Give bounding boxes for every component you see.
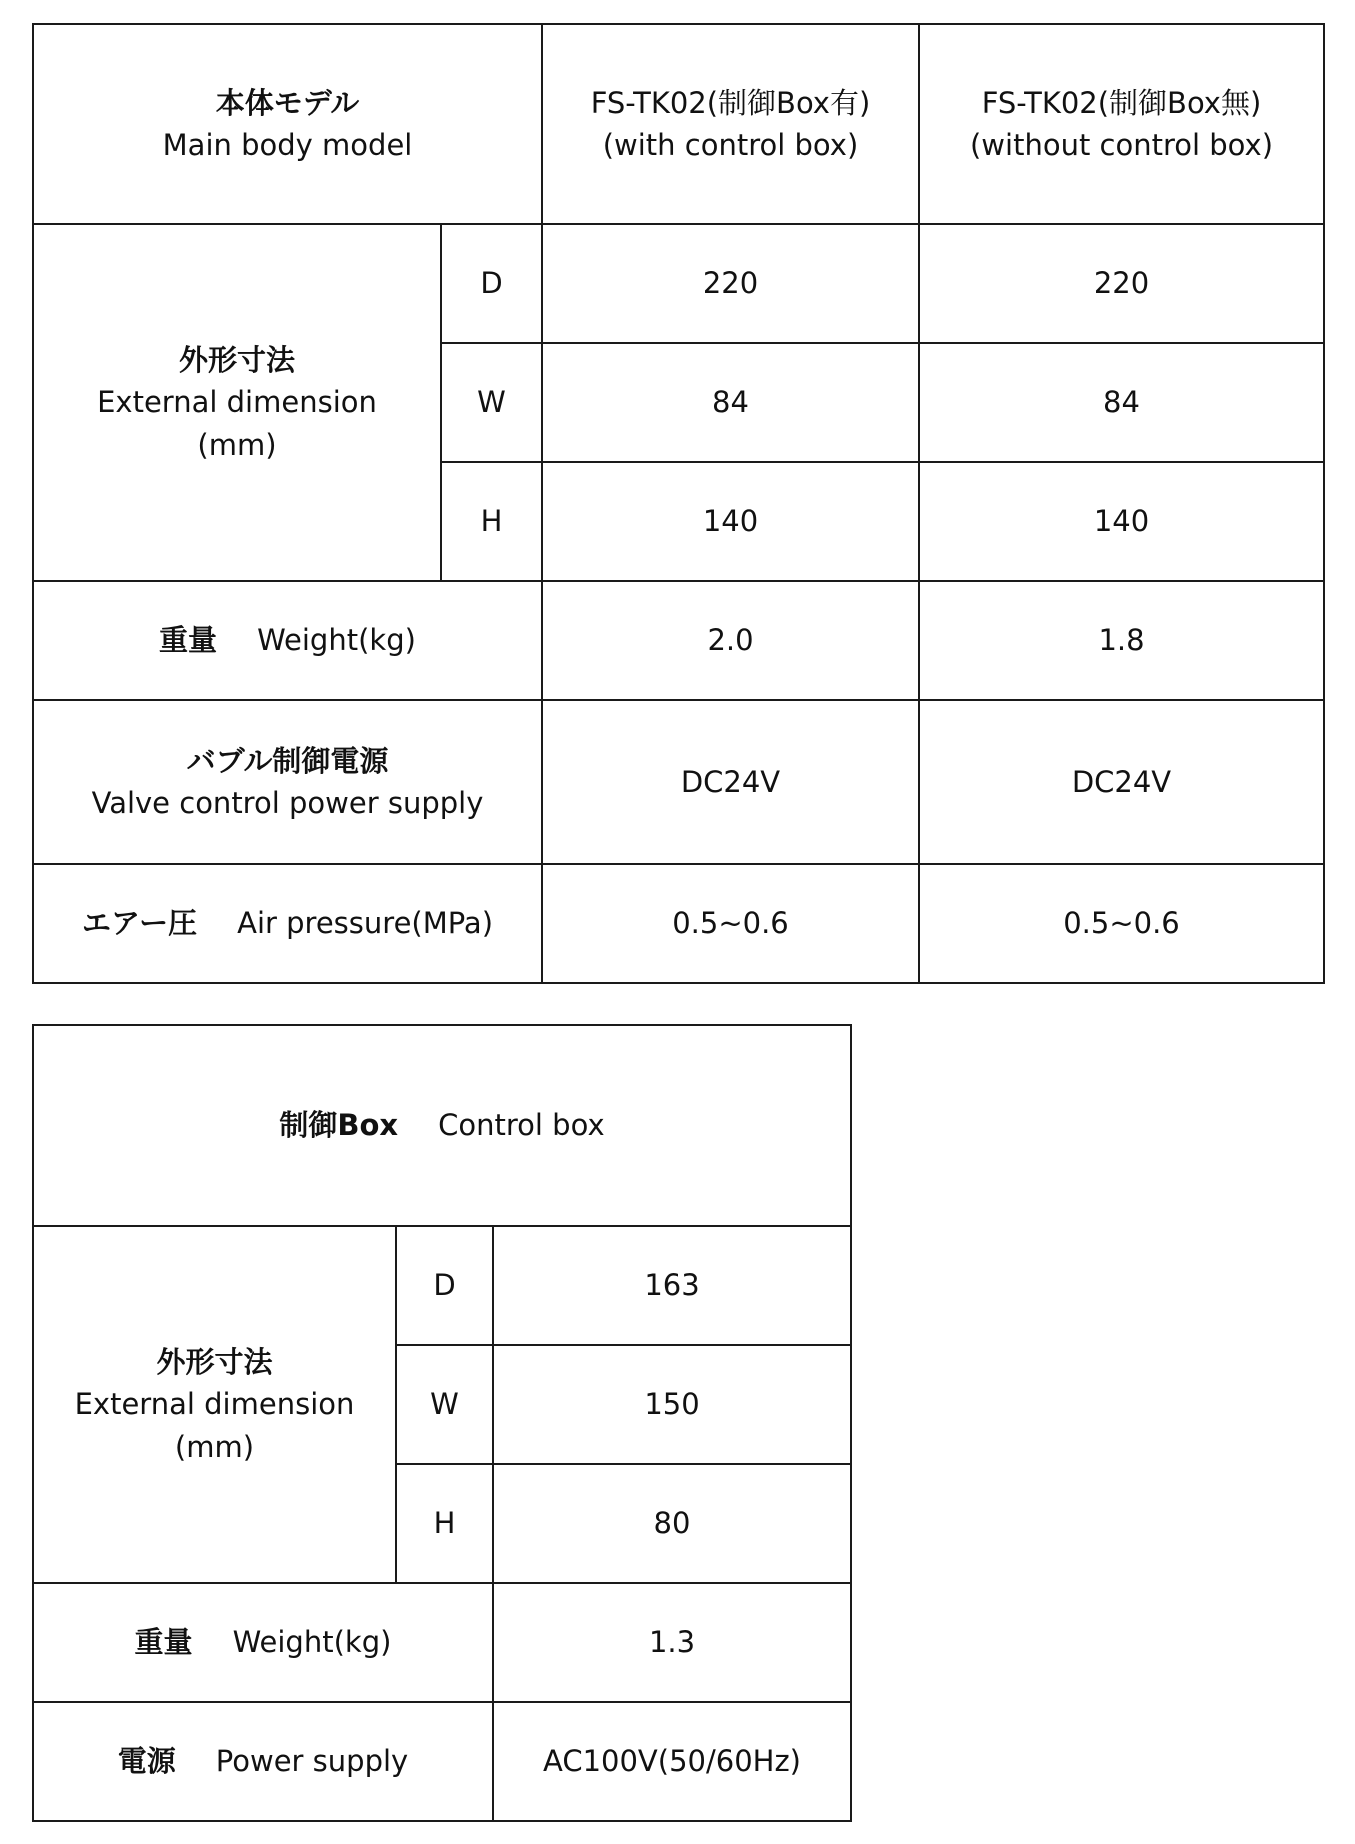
control-box-label-jp: 制御Box xyxy=(279,1108,399,1143)
weight-label-jp: 重量 xyxy=(159,623,218,658)
control-box-value: 80 xyxy=(493,1464,851,1583)
power-label-jp: 電源 xyxy=(117,1744,176,1779)
valve-power-row xyxy=(33,700,1324,864)
air-pressure-label-en: Air pressure(MPa) xyxy=(237,906,494,941)
control-box-spec-table xyxy=(32,1024,852,1822)
without-box-value: 1.8 xyxy=(919,581,1324,700)
without-box-header xyxy=(919,24,1324,224)
power-label-en: Power supply xyxy=(215,1744,409,1779)
with-box-value: 220 xyxy=(542,224,919,343)
weight-label-en: Weight(kg) xyxy=(257,623,416,658)
axis-label: D xyxy=(441,224,542,343)
with-box-header-line1: FS-TK02(制御Box有) xyxy=(590,85,871,120)
without-box-value: DC24V xyxy=(919,700,1324,864)
valve-power-label-en: Valve control power supply xyxy=(91,786,484,820)
without-box-value: 140 xyxy=(919,462,1324,581)
main-body-spec-table xyxy=(32,23,1325,984)
control-box-value: 150 xyxy=(493,1345,851,1464)
control-box-value: 1.3 xyxy=(493,1583,851,1702)
weight-label-jp: 重量 xyxy=(134,1625,193,1660)
air-pressure-label-cell xyxy=(33,864,542,983)
valve-power-label-jp: バブル制御電源 xyxy=(186,743,389,778)
model-label-en: Main body model xyxy=(162,128,413,162)
without-box-value: 0.5~0.6 xyxy=(919,864,1324,983)
weight-row xyxy=(33,581,1324,700)
valve-power-label-cell xyxy=(33,700,542,864)
without-box-value: 84 xyxy=(919,343,1324,462)
with-box-value: 0.5~0.6 xyxy=(542,864,919,983)
with-box-header-line2: (with control box) xyxy=(602,128,859,162)
axis-label: W xyxy=(396,1345,493,1464)
header-row xyxy=(33,24,1324,224)
air-pressure-row xyxy=(33,864,1324,983)
dimension-label-en: External dimension xyxy=(74,1387,355,1422)
dimension-row-d xyxy=(33,1226,851,1345)
dimension-label-cell xyxy=(33,1226,396,1583)
with-box-value: 84 xyxy=(542,343,919,462)
with-box-value: DC24V xyxy=(542,700,919,864)
dimension-label-en: External dimension xyxy=(97,385,377,420)
model-label-jp: 本体モデル xyxy=(215,85,360,120)
control-box-value: 163 xyxy=(493,1226,851,1345)
axis-label: W xyxy=(441,343,542,462)
dimension-row-d xyxy=(33,224,1324,343)
axis-label: D xyxy=(396,1226,493,1345)
control-box-value: AC100V(50/60Hz) xyxy=(493,1702,851,1821)
weight-label-en: Weight(kg) xyxy=(232,1625,392,1660)
dimension-label-unit: (mm) xyxy=(174,1429,255,1464)
model-label-cell xyxy=(33,24,542,224)
power-row xyxy=(33,1702,851,1821)
air-pressure-label-jp: エアー圧 xyxy=(81,906,198,941)
dimension-label-cell xyxy=(33,224,441,581)
with-box-value: 140 xyxy=(542,462,919,581)
dimension-label-jp: 外形寸法 xyxy=(178,343,295,378)
weight-label-cell xyxy=(33,581,542,700)
dimension-label-unit: (mm) xyxy=(197,427,277,462)
control-box-label-en: Control box xyxy=(438,1108,605,1143)
axis-label: H xyxy=(396,1464,493,1583)
without-box-header-line1: FS-TK02(制御Box無) xyxy=(981,85,1262,120)
weight-label-cell xyxy=(33,1583,493,1702)
with-box-header xyxy=(542,24,919,224)
dimension-label-jp: 外形寸法 xyxy=(156,1345,273,1380)
without-box-value: 220 xyxy=(919,224,1324,343)
control-box-header-cell xyxy=(33,1025,851,1226)
control-box-header-row xyxy=(33,1025,851,1226)
axis-label: H xyxy=(441,462,542,581)
power-label-cell xyxy=(33,1702,493,1821)
with-box-value: 2.0 xyxy=(542,581,919,700)
without-box-header-line2: (without control box) xyxy=(969,128,1274,162)
weight-row xyxy=(33,1583,851,1702)
